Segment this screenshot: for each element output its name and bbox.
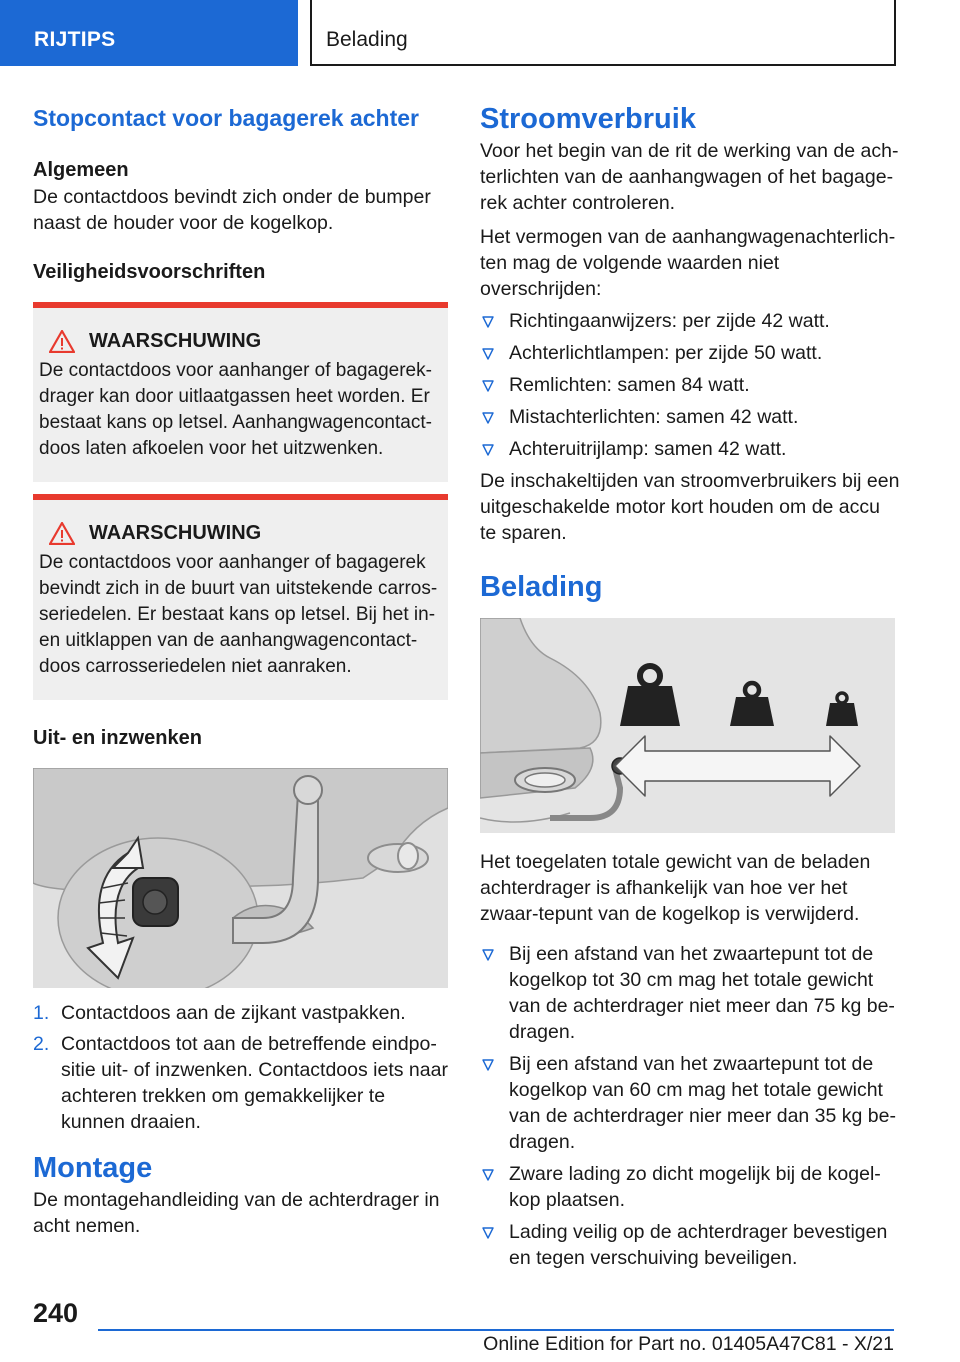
bullet-triangle-icon [482,348,494,360]
chapter-tab [310,0,896,66]
section-title: RIJTIPS [34,28,116,51]
list-item: Richtingaanwijzers: per zijde 42 watt. [480,308,900,334]
power-text-3: De inschakeltijden van stroomverbruikers bij een uitgeschakelde motor kort houden om de accu te sparen. [480,470,900,544]
warning-title-2: WAARSCHUWING [39,518,442,548]
load-heading: Belading [480,571,603,603]
bullet-triangle-icon [482,1169,494,1181]
footer-divider [98,1329,894,1331]
warning-text-2: De contactdoos voor aanhanger of bagagerek bevindt zich in de buurt van uitstekende carros-seriedelen. Er bestaat kans op letsel. Bij het in- en uitklappen van de aanhangwagencontact-doos carrosseriedelen niet aanraken. [39,552,438,677]
bullet-triangle-icon [482,316,494,328]
list-item: Achteruitrijlamp: samen 42 watt. [480,436,900,462]
bullet-triangle-icon [482,444,494,456]
list-item: Bij een afstand van het zwaartepunt tot de kogelkop van 60 cm mag het totale gewicht van de achterdrager nier meer dan 35 kg be-dragen. [480,1051,900,1155]
list-item: Lading veilig op de achterdrager bevestigen en tegen verschuiving beveiligen. [480,1219,900,1271]
swing-heading: Uit- en inzwenken [33,727,202,749]
mount-heading: Montage [33,1152,153,1184]
power-list [480,308,900,462]
general-heading: Algemeen [33,159,129,181]
page-number: 240 [33,1298,79,1328]
list-item: Mistachterlichten: samen 42 watt. [480,404,900,430]
safety-heading: Veiligheidsvoorschriften [33,261,266,283]
list-item: Bij een afstand van het zwaartepunt tot de kogelkop tot 30 cm mag het totale gewicht van de achterdrager niet meer dan 75 kg be-dragen. [480,941,900,1045]
socket-heading: Stopcontact voor bagagerek achter [33,105,419,131]
load-text: Het toegelaten totale gewicht van de beladen achterdrager is afhankelijk van hoe ver het zwaar-tepunt van de kogelkop is verwijderd. [480,851,871,925]
list-item: 1. Contactdoos aan de zijkant vastpakken. [33,1002,406,1024]
edition-text: Online Edition for Part no. 01405A47C81 - X/21 [483,1333,894,1355]
bullet-triangle-icon [482,1059,494,1071]
right-column [480,100,900,1277]
list-item: Zware lading zo dicht mogelijk bij de kogel-kop plaatsen. [480,1161,900,1213]
list-item: 2. Contactdoos tot aan de betreffende eindpo-sitie uit- of inzwenken. Contactdoos iets naar achteren trekken om gemakkelijker te kunnen draaien. [33,1033,448,1133]
swing-steps [33,1000,448,1135]
bullet-triangle-icon [482,412,494,424]
load-list [480,941,900,1271]
bullet-triangle-icon [482,949,494,961]
warning-triangle-icon [49,330,75,353]
power-text-1: Voor het begin van de rit de werking van de ach-terlichten van de aanhangwagen of het bagage-rek achter controleren. [480,140,899,214]
warning-title-1: WAARSCHUWING [39,326,442,356]
mount-text: De montagehandleiding van de achterdrager in acht nemen. [33,1189,440,1237]
socket-illustration [33,768,448,988]
general-text: De contactdoos bevindt zich onder de bumper naast de houder voor de kogelkop. [33,186,431,234]
chapter-title: Belading [326,28,408,51]
warning-triangle-icon [49,522,75,545]
power-heading: Stroomverbruik [480,103,696,135]
warning-text-1: De contactdoos voor aanhanger of bagagerek-drager kan door uitlaatgassen heet worden. Er bestaat kans op letsel. Aanhangwagencontact-doos laten afkoelen voor het uitzwenken. [39,360,432,459]
power-text-2: Het vermogen van de aanhangwagenachterlich-ten mag de volgende waarden niet overschrijden: [480,226,896,300]
warning-box-2 [33,494,448,700]
left-column [33,100,448,1239]
list-item: Achterlichtlampen: per zijde 50 watt. [480,340,900,366]
section-tab [0,0,298,66]
bullet-triangle-icon [482,380,494,392]
warning-box-1 [33,302,448,482]
bullet-triangle-icon [482,1227,494,1239]
list-item: Remlichten: samen 84 watt. [480,372,900,398]
load-illustration [480,618,895,833]
